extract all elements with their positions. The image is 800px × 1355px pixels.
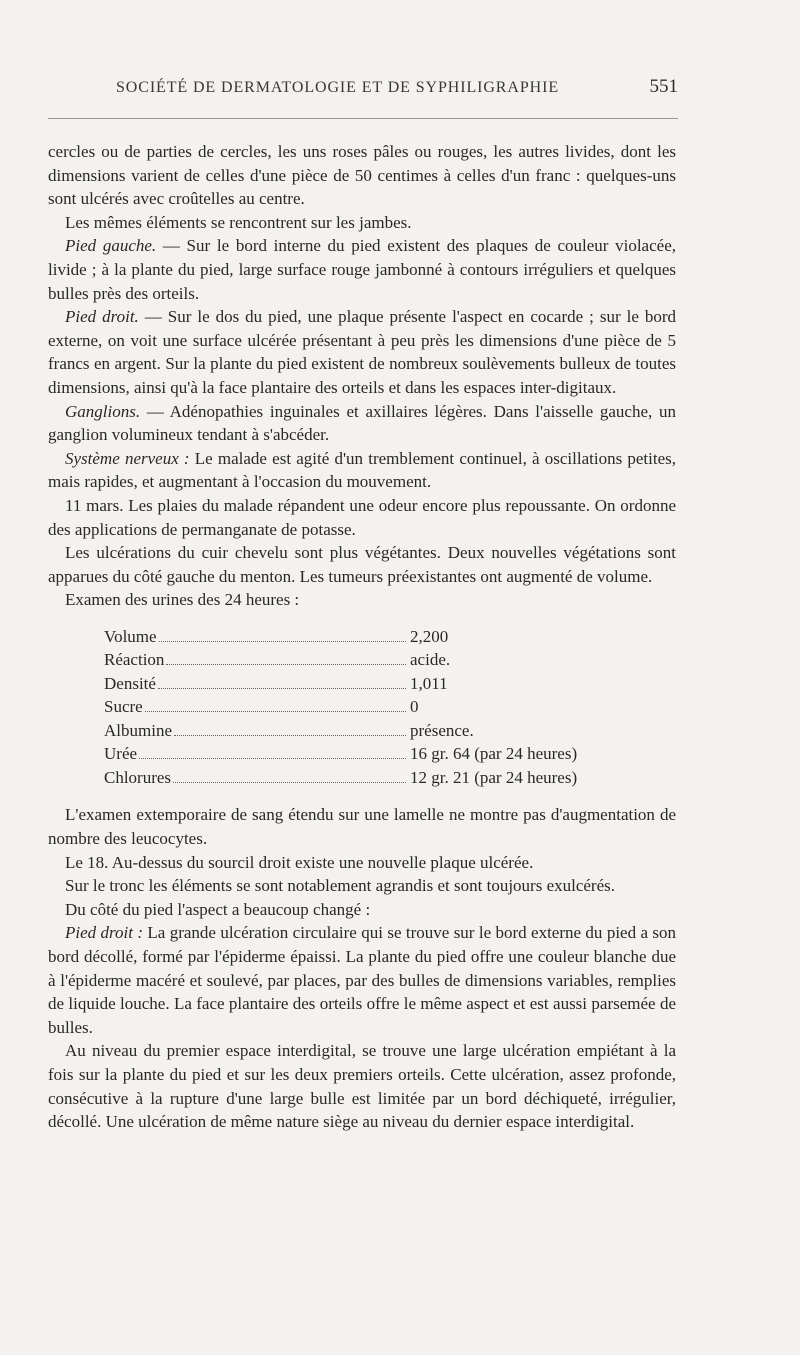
leader-dots — [159, 641, 406, 642]
table-value: acide. — [410, 650, 451, 670]
paragraph: Du côté du pied l'aspect a beaucoup changé : — [65, 899, 371, 919]
table-value: 1,011 — [410, 673, 448, 693]
paragraph: Les ulcérations du cuir chevelu sont plus végétantes. Deux nouvelles végétations sont apparues du côté gauche du menton. Les tumeurs préexistantes ont augmenté de volume. — [48, 543, 676, 586]
table-row — [104, 672, 624, 696]
page-header — [48, 76, 678, 98]
urine-analysis-table — [104, 625, 624, 790]
table-label: Volume — [104, 626, 157, 646]
leader-dots — [174, 735, 406, 736]
paragraph-lead: Pied droit : — [65, 923, 144, 943]
paragraph — [48, 234, 676, 305]
paragraph-text: La grande ulcération circulaire qui se trouve sur le bord externe du pied a son bord décollé, formé par l'épiderme épaissi. La plante du pied offre une couleur blanche due à l'épiderme macéré et soulevé, par places, par des bulles de dimensions variables, remplies de liquide louche. La face plantaire des orteils offre le même aspect et est aussi parsemée de bulles. — [48, 923, 677, 1037]
paragraph — [48, 400, 676, 447]
paragraph — [48, 447, 676, 494]
paragraph — [48, 305, 676, 399]
table-row — [104, 625, 624, 649]
table-label: Densité — [104, 673, 156, 693]
body-text — [48, 140, 676, 1134]
table-value: 12 gr. 21 (par 24 heures) — [410, 767, 578, 787]
paragraph-lead: Pied gauche. — [65, 236, 157, 256]
paragraph: Les mêmes éléments se rencontrent sur les jambes. — [65, 212, 412, 232]
table-label: Urée — [104, 744, 138, 764]
paragraph-text: — Adénopathies inguinales et axillaires légères. Dans l'aisselle gauche, un ganglion volumineux tendant à s'abcéder. — [48, 401, 676, 445]
table-row — [104, 648, 624, 672]
table-label: Chlorures — [104, 767, 172, 787]
paragraph: Examen des urines des 24 heures : — [65, 590, 300, 610]
paragraph: cercles ou de parties de cercles, les uns roses pâles ou rouges, les autres livides, dont les dimensions varient de celles d'une pièce de 50 centimes à celles d'un franc : quelques-uns sont ulcérés avec croûtelles au centre. — [48, 142, 676, 209]
leader-dots — [166, 664, 406, 665]
paragraph-lead: Système nerveux : — [65, 448, 190, 468]
running-head: SOCIÉTÉ DE DERMATOLOGIE ET DE SYPHILIGRAPHIE — [116, 79, 559, 96]
paragraph-text: Le malade est agité d'un tremblement continuel, à oscillations petites, mais rapides, et augmentant à l'occasion du mouvement. — [48, 448, 676, 492]
leader-dots — [158, 688, 406, 689]
table-value: 0 — [410, 697, 419, 717]
table-value: 16 gr. 64 (par 24 heures) — [410, 744, 578, 764]
page-number: 551 — [649, 76, 678, 97]
paragraph: Au niveau du premier espace interdigital, se trouve une large ulcération empiétant à la fois sur la plante du pied et sur les deux premiers orteils. Cette ulcération, assez profonde, consécutive à la rupture d'une large bulle est limitée par un bord déchiqueté, irrégulier, décollé. Une ulcération de même nature siège au niveau du dernier espace interdigital. — [48, 1041, 676, 1132]
table-row — [104, 742, 624, 766]
leader-dots — [173, 782, 406, 783]
paragraph-lead: Ganglions. — [65, 401, 141, 421]
header-rule — [48, 118, 678, 119]
paragraph — [48, 921, 676, 1039]
table-label: Sucre — [104, 697, 143, 717]
table-row — [104, 766, 624, 790]
paragraph-text: — Sur le dos du pied, une plaque présente l'aspect en cocarde ; sur le bord externe, on voit une surface ulcérée présentant à peu près les dimensions d'une pièce de 5 francs en argent. Sur la plante du pied existent de nombreux soulèvements bulleux de toutes dimensions, ainsi qu'à la face plantaire des orteils et dans les espaces inter-digitaux. — [48, 307, 676, 397]
paragraph: Le 18. Au-dessus du sourcil droit existe une nouvelle plaque ulcérée. — [65, 852, 534, 872]
paragraph: L'examen extemporaire de sang étendu sur une lamelle ne montre pas d'augmentation de nombre des leucocytes. — [48, 805, 676, 848]
paragraph: Sur le tronc les éléments se sont notablement agrandis et sont toujours exulcérés. — [65, 876, 616, 896]
table-row — [104, 719, 624, 743]
table-label: Albumine — [104, 720, 172, 740]
paragraph: 11 mars. Les plaies du malade répandent une odeur encore plus repoussante. On ordonne des applications de permanganate de potasse. — [48, 495, 676, 539]
paragraph-text: — Sur le bord interne du pied existent des plaques de couleur violacée, livide ; à la plante du pied, large surface rouge jambonné à contours irréguliers et quelques bulles près des orteils. — [48, 236, 676, 303]
leader-dots — [145, 711, 406, 712]
table-row — [104, 695, 624, 719]
leader-dots — [139, 758, 406, 759]
table-value: 2,200 — [410, 626, 449, 646]
table-label: Réaction — [104, 650, 165, 670]
paragraph-lead: Pied droit. — [65, 307, 139, 327]
table-value: présence. — [410, 720, 474, 740]
